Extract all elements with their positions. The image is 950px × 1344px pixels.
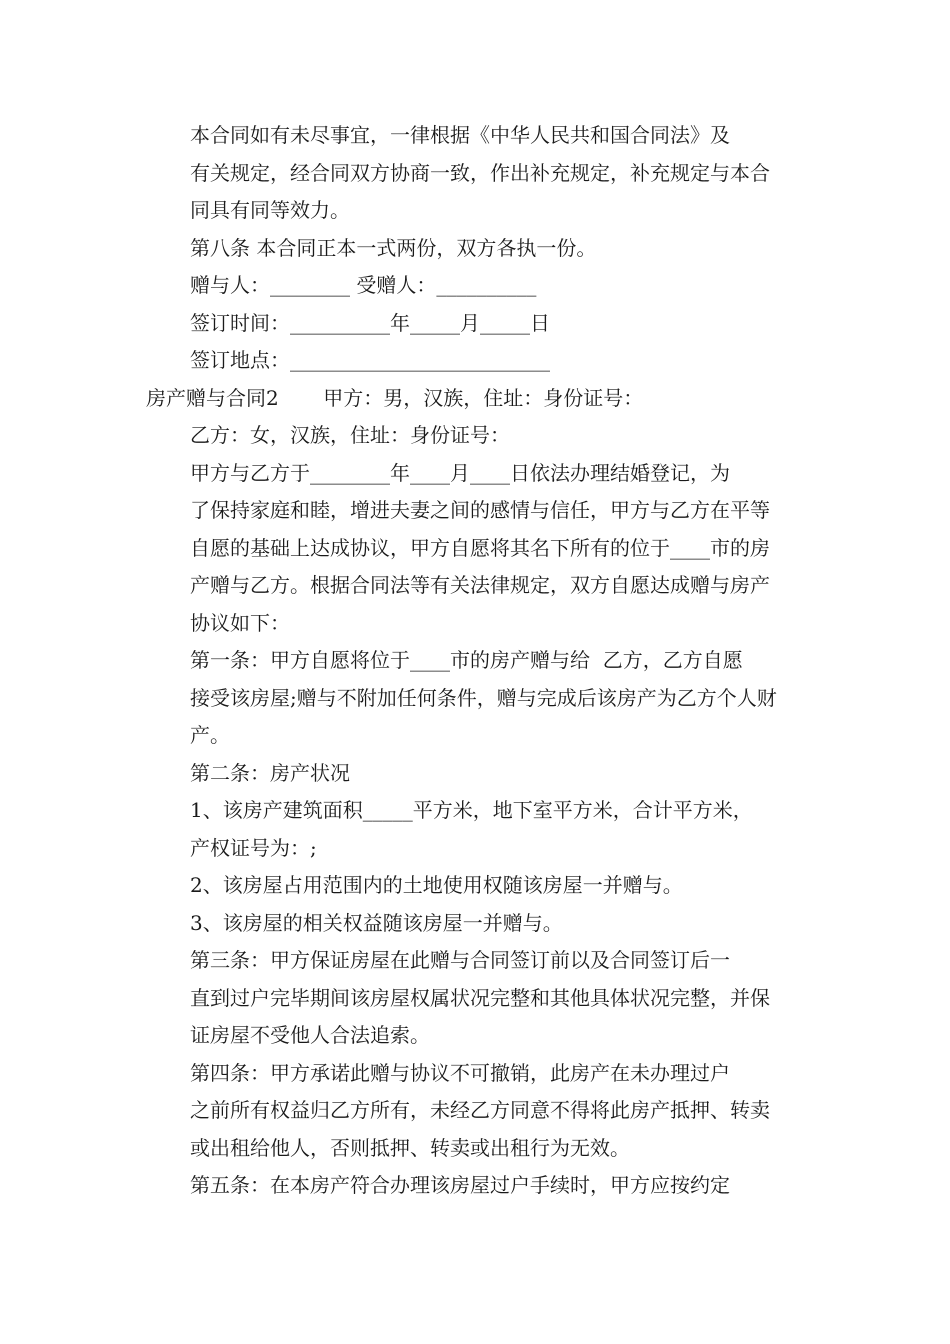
paragraph-line: 甲方与乙方于________年____月____日依法办理结婚登记，为: [190, 460, 730, 485]
document-paragraph: [146, 230, 810, 268]
paragraph-line: 第二条：房产状况: [190, 760, 350, 785]
paragraph-line: 2、该房屋占用范围内的土地使用权随该房屋一并赠与。: [190, 873, 683, 897]
paragraph-line: 乙方：女，汉族，住址：身份证号：: [190, 423, 510, 447]
document-paragraph: [146, 380, 810, 418]
document-paragraph: [146, 1055, 810, 1168]
paragraph-line: 产。: [190, 723, 230, 747]
paragraph-line: 签订时间：__________年_____月_____日: [190, 310, 550, 335]
paragraph-line: 产赠与乙方。根据合同法等有关法律规定，双方自愿达成赠与房产: [190, 573, 770, 597]
paragraph-line: 第五条：在本房产符合办理该房屋过户手续时，甲方应按约定: [190, 1173, 730, 1197]
paragraph-line: 证房屋不受他人合法追索。: [190, 1023, 430, 1047]
paragraph-line: 房产赠与合同2 甲方：男，汉族，住址：身份证号：: [146, 385, 644, 410]
paragraph-line: 自愿的基础上达成协议，甲方自愿将其名下所有的位于____市的房: [190, 535, 770, 560]
document-body: [146, 117, 810, 1205]
paragraph-line: 接受该房屋;赠与不附加任何条件，赠与完成后该房产为乙方个人财: [190, 685, 777, 710]
document-paragraph: [146, 867, 810, 905]
document-paragraph: [146, 455, 810, 643]
paragraph-line: 协议如下：: [190, 610, 290, 635]
paragraph-line: 第八条 本合同正本一式两份，双方各执一份。: [190, 235, 597, 260]
paragraph-line: 之前所有权益归乙方所有，未经乙方同意不得将此房产抵押、转卖: [190, 1098, 770, 1122]
document-paragraph: [146, 267, 810, 305]
document-paragraph: [146, 905, 810, 943]
document-paragraph: [146, 1167, 810, 1205]
paragraph-line: 1、该房产建筑面积_____平方米，地下室平方米，合计平方米，: [190, 798, 753, 822]
paragraph-line: 签订地点：__________________________: [190, 348, 550, 372]
paragraph-line: 第一条：甲方自愿将位于____市的房产赠与给 乙方，乙方自愿: [190, 648, 743, 672]
document-paragraph: [146, 342, 810, 380]
paragraph-line: 第四条：甲方承诺此赠与协议不可撤销，此房产在未办理过户: [190, 1060, 730, 1085]
document-paragraph: [146, 755, 810, 793]
document-paragraph: [146, 942, 810, 1055]
document-paragraph: [146, 305, 810, 343]
document-paragraph: [146, 792, 810, 867]
paragraph-line: 本合同如有未尽事宜，一律根据《中华人民共和国合同法》及: [190, 123, 730, 147]
document-paragraph: [146, 417, 810, 455]
paragraph-line: 或出租给他人，否则抵押、转卖或出租行为无效。: [190, 1135, 630, 1160]
paragraph-line: 同具有同等效力。: [190, 198, 350, 222]
paragraph-line: 第三条：甲方保证房屋在此赠与合同签订前以及合同签订后一: [190, 948, 730, 972]
paragraph-line: 直到过户完毕期间该房屋权属状况完整和其他具体状况完整，并保: [190, 985, 770, 1010]
paragraph-line: 3、该房屋的相关权益随该房屋一并赠与。: [190, 910, 563, 935]
paragraph-line: 赠与人：________ 受赠人：__________: [190, 273, 537, 297]
paragraph-line: 有关规定，经合同双方协商一致，作出补充规定，补充规定与本合: [190, 160, 770, 185]
document-paragraph: [146, 117, 810, 230]
document-paragraph: [146, 642, 810, 755]
paragraph-line: 了保持家庭和睦，增进夫妻之间的感情与信任，甲方与乙方在平等: [190, 498, 770, 522]
paragraph-line: 产权证号为：;: [190, 835, 317, 860]
